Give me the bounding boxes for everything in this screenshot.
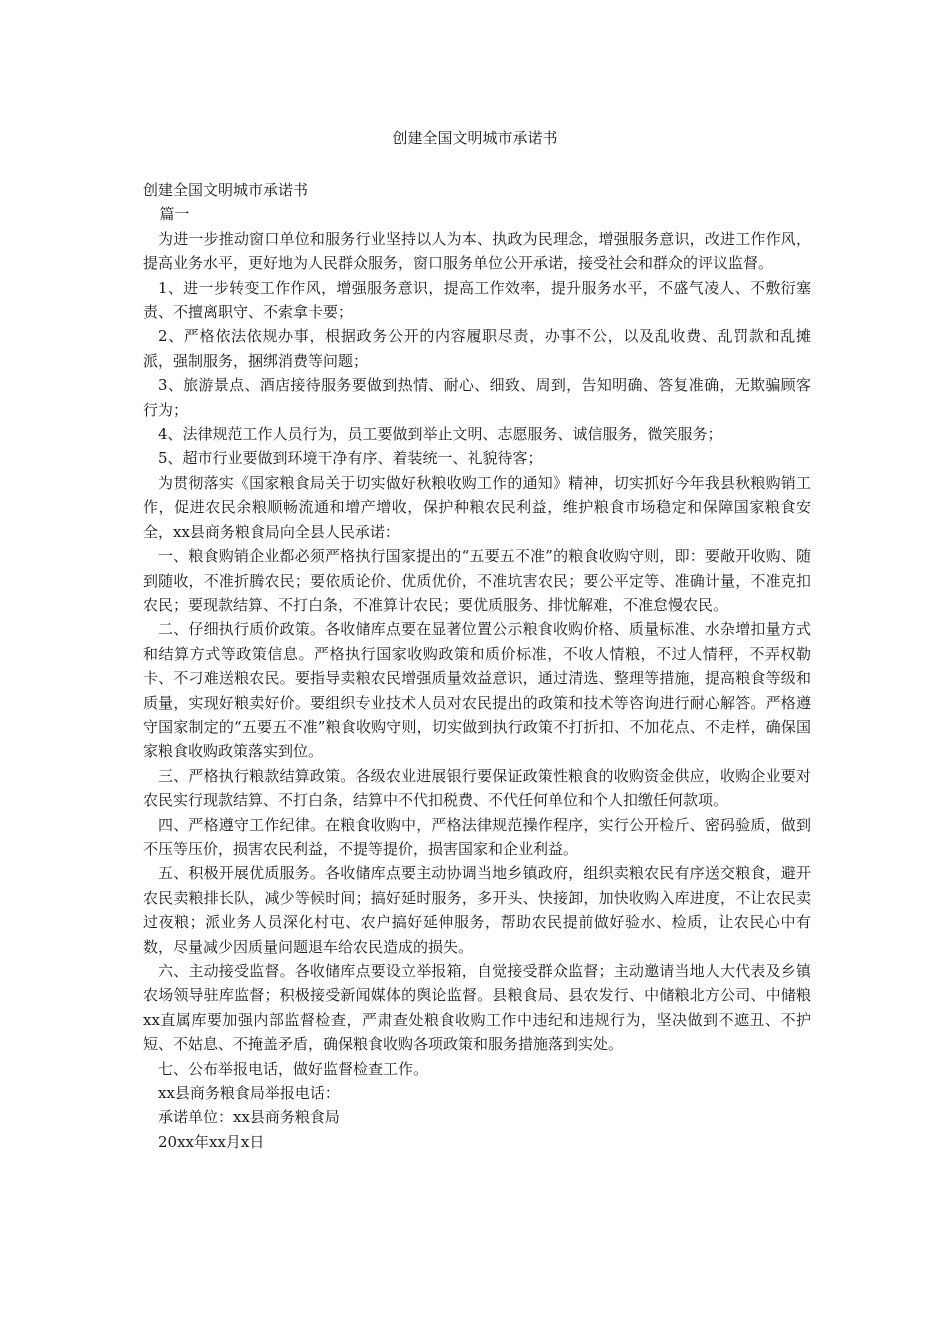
date-line: 20xx年xx月x日 — [158, 1132, 265, 1151]
paragraph: 二、仔细执行质价政策。各收储库点要在显著位置公示粮食收购价格、质量标准、水杂增扣量方式和结算方式等政策信息。严格执行国家收购政策和质价标准，不收人情粮，不过人情秤，不弄权勒卡、不刁难送粮农民。要指导卖粮农民增强质量效益意识，通过清选、整理等措施，提高粮食等级和质量，实现好粮卖好价。要组织专业技术人员对农民提出的政策和技术等咨询进行耐心解答。严格遵守国家制定的“五要五不准”粮食收购守则，切实做到执行政策不打折扣、不加花点、不走样，确保国家粮食收购政策落实到位。 — [143, 620, 811, 761]
paragraph: 一、粮食购销企业都必须严格执行国家提出的“五要五不准”的粮食收购守则，即：要敞开收购、随到随收，不准折腾农民；要依质论价、优质优价，不准坑害农民；要公平定等、准确计量，不准克扣农民；要现款结算、不打白条，不准算计农民；要优质服务、排忧解难，不准怠慢农民。 — [143, 547, 811, 614]
paragraph: 四、严格遵守工作纪律。在粮食收购中，严格法律规范操作程序，实行公开检斤、密码验质，做到不压等压价，损害农民利益，不提等提价，损害国家和企业利益。 — [143, 815, 811, 858]
paragraph: 5、超市行业要做到环境干净有序、着装统一、礼貌待客； — [158, 449, 543, 468]
paragraph: 五、积极开展优质服务。各收储库点要主动协调当地乡镇政府，组织卖粮农民有序送交粮食，避开农民卖粮排长队，减少等候时间；搞好延时服务，多开头、快接卸，加快收购入库进度，不让农民卖过夜粮；派业务人员深化村屯、农户搞好延伸服务，帮助农民提前做好验水、检质，让农民心中有数，尽量减少因质量问题退车给农民造成的损失。 — [143, 864, 811, 956]
paragraph: 4、法律规范工作人员行为，员工要做到举止文明、志愿服务、诚信服务，微笑服务； — [158, 425, 723, 444]
committing-unit-line: 承诺单位：xx县商务粮食局 — [158, 1108, 340, 1127]
paragraph: 3、旅游景点、酒店接待服务要做到热情、耐心、细致、周到，告知明确、答复准确，无欺骗顾客行为； — [143, 376, 811, 419]
paragraph: 三、严格执行粮款结算政策。各级农业进展银行要保证政策性粮食的收购资金供应，收购企业要对农民实行现款结算、不打白条，结算中不代扣税费、不代任何单位和个人扣缴任何款项。 — [143, 766, 811, 810]
paragraph: 六、主动接受监督。各收储库点要设立举报箱，自觉接受群众监督；主动邀请当地人大代表及乡镇农场领导驻库监督；积极接受新闻媒体的舆论监督。县粮食局、县农发行、中储粮北方公司、中储粮xx直属库要加强内部监督检查，严肃查处粮食收购工作中违纪和违规行为，坚决做到不遮丑、不护短、不姑息、不掩盖矛盾，确保粮食收购各项政策和服务措施落到实处。 — [143, 962, 811, 1054]
document-subtitle: 创建全国文明城市承诺书 — [143, 181, 309, 199]
paragraph: 1、进一步转变工作作风，增强服务意识，提高工作效率，提升服务水平，不盛气凌人、不敷衍塞责、不擅离职守、不索拿卡要； — [143, 278, 811, 322]
paragraph: 2、严格依法依规办事，根据政务公开的内容履职尽责，办事不公，以及乱收费、乱罚款和乱摊派，强制服务，捆绑消费等问题； — [143, 327, 811, 370]
document-title: 创建全国文明城市承诺书 — [392, 129, 558, 147]
section-label: 篇一 — [159, 205, 190, 224]
paragraph: 为进一步推动窗口单位和服务行业坚持以人为本、执政为民理念，增强服务意识，改进工作作风，提高业务水平，更好地为人民群众服务，窗口服务单位公开承诺，接受社会和群众的评议监督。 — [143, 229, 811, 273]
paragraph: 七、公布举报电话，做好监督检查工作。 — [158, 1059, 429, 1078]
document-body — [143, 178, 811, 1154]
paragraph: 为贯彻落实《国家粮食局关于切实做好秋粮收购工作的通知》精神，切实抓好今年我县秋粮购销工作，促进农民余粮顺畅流通和增产增收，保护种粮农民利益，维护粮食市场稳定和保障国家粮食安全，xx县商务粮食局向全县人民承诺： — [143, 473, 811, 541]
report-phone-line: xx县商务粮食局举报电话： — [158, 1084, 340, 1103]
